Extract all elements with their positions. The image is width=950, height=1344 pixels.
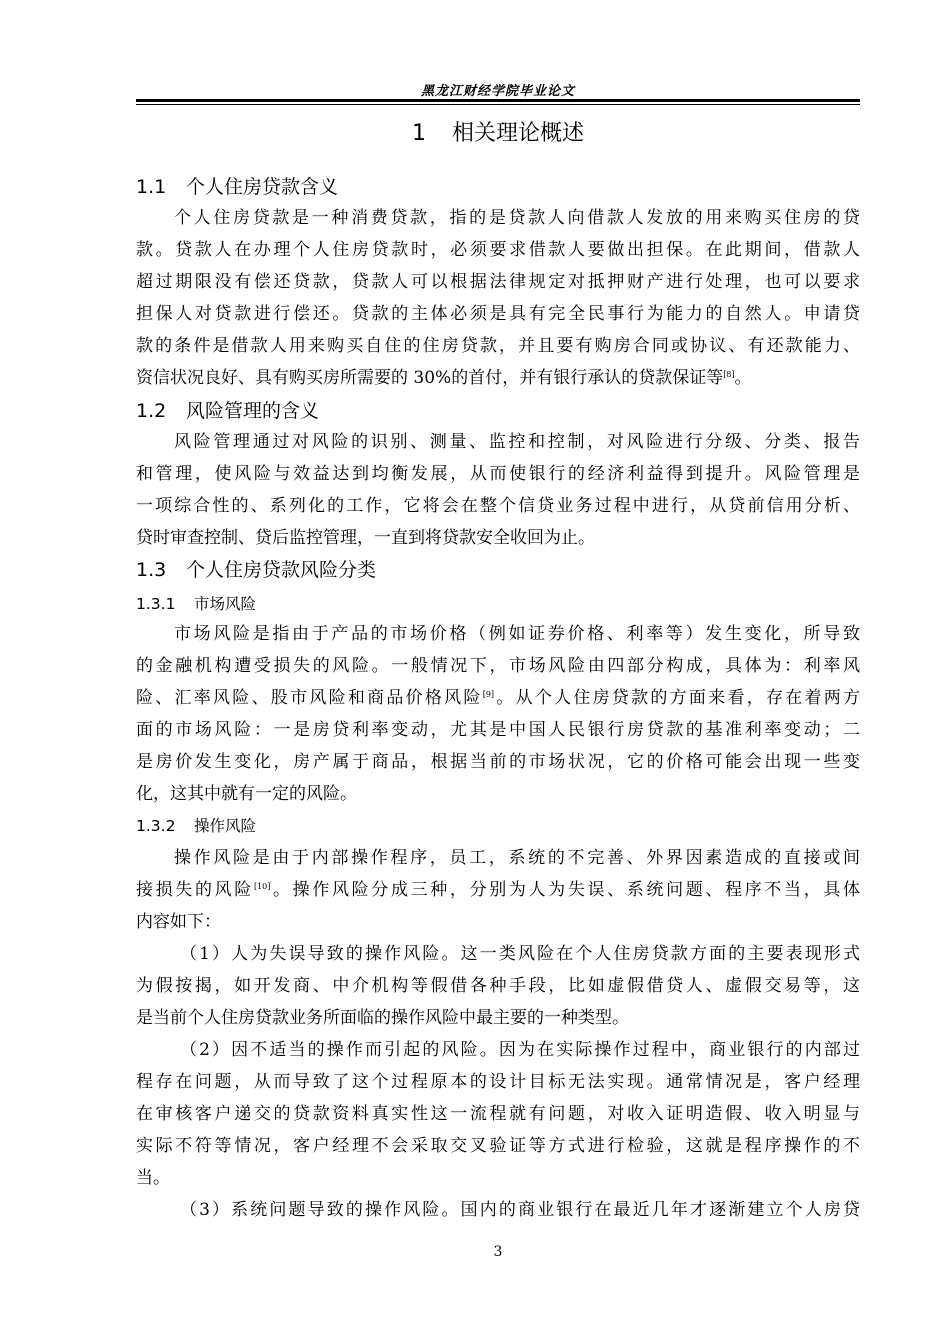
chapter-number: 1	[411, 121, 426, 146]
paragraph-line: 款的条件是借款人用来购买自住的住房贷款，并且要有购房合同或协议、有还款能力、	[136, 336, 860, 356]
paragraph-line: 和管理，使风险与效益达到均衡发展，从而使银行的经济利益得到提升。风险管理是	[136, 464, 860, 484]
list-item-line: （1）人为失误导致的操作风险。这一类风险在个人住房贷款方面的主要表现形式	[180, 944, 860, 964]
subsection-heading-1-3-2: 1.3.2 操作风险	[136, 817, 257, 835]
page-number: 3	[493, 1244, 503, 1260]
list-item-line: 是当前个人住房贷款业务所面临的操作风险中最主要的一种类型。	[136, 1008, 629, 1028]
paragraph-line: 化，这其中就有一定的风险。	[136, 784, 357, 804]
running-header: 黑龙江财经学院毕业论文	[420, 84, 575, 99]
section-heading-1-2: 1.2 风险管理的含义	[136, 400, 320, 422]
list-item-line: 当。	[136, 1168, 170, 1188]
paragraph-line: 款。贷款人在办理个人住房贷款时，必须要求借款人要做出担保。在此期间，借款人	[136, 240, 860, 260]
list-item-line: （3）系统问题导致的操作风险。国内的商业银行在最近几年才逐渐建立个人房贷	[180, 1200, 860, 1220]
paragraph-line: 内容如下：	[136, 912, 221, 932]
chapter-title	[136, 116, 860, 147]
list-item-line: 程存在问题，从而导致了这个过程原本的设计目标无法实现。通常情况是，客户经理	[136, 1072, 860, 1092]
paragraph-line: 风险管理通过对风险的识别、测量、监控和控制，对风险进行分级、分类、报告	[174, 432, 860, 452]
paragraph-line: 超过期限没有偿还贷款，贷款人可以根据法律规定对抵押财产进行处理，也可以要求	[136, 272, 860, 292]
paragraph-line: 贷时审查控制、贷后监控管理，一直到将贷款安全收回为止。	[136, 528, 595, 548]
paragraph-line: 担保人对贷款进行偿还。贷款的主体必须是具有完全民事行为能力的自然人。申请贷	[136, 304, 860, 324]
paragraph-line: 险、汇率风险、股市风险和商品价格风险[9]。从个人住房贷款的方面来看，存在着两方	[136, 688, 861, 708]
list-item-line: （2）因不适当的操作而引起的风险。因为在实际操作过程中，商业银行的内部过	[180, 1040, 860, 1060]
paragraph-line: 个人住房贷款是一种消费贷款，指的是贷款人向借款人发放的用来购买住房的贷	[174, 208, 860, 228]
section-heading-1-1: 1.1 个人住房贷款含义	[136, 176, 339, 198]
list-item-line: 在审核客户递交的贷款资料真实性这一流程就有问题，对收入证明造假、收入明显与	[136, 1104, 860, 1124]
paragraph-line: 一项综合性的、系列化的工作，它将会在整个信贷业务过程中进行，从贷前信用分析、	[136, 496, 860, 516]
subsection-heading-1-3-1: 1.3.1 市场风险	[136, 595, 257, 613]
list-item-line: 为假按揭，如开发商、中介机构等假借各种手段，比如虚假借贷人、虚假交易等，这	[136, 976, 860, 996]
paragraph-line: 面的市场风险：一是房贷利率变动，尤其是中国人民银行房贷款的基准利率变动；二	[136, 720, 860, 740]
chapter-title-text: 相关理论概述	[451, 121, 584, 146]
paragraph-line: 的金融机构遭受损失的风险。一般情况下，市场风险由四部分构成，具体为：利率风	[136, 656, 860, 676]
section-heading-1-3: 1.3 个人住房贷款风险分类	[136, 559, 377, 581]
paragraph-line: 资信状况良好、具有购买房所需要的 30%的首付，并有银行承认的贷款保证等[8]。	[136, 368, 752, 388]
paragraph-line: 接损失的风险[10]。操作风险分成三种，分别为人为失误、系统问题、程序不当，具体	[136, 880, 861, 900]
header-rule	[136, 99, 860, 102]
paragraph-line: 操作风险是由于内部操作程序，员工，系统的不完善、外界因素造成的直接或间	[174, 848, 860, 868]
paragraph-line: 市场风险是指由于产品的市场价格（例如证券价格、利率等）发生变化，所导致	[174, 624, 860, 644]
citation: [10]	[253, 882, 271, 891]
citation: [9]	[482, 690, 495, 699]
citation: [8]	[723, 370, 735, 379]
paragraph-line: 是房价发生变化，房产属于商品，根据当前的市场状况，它的价格可能会出现一些变	[136, 752, 860, 772]
list-item-line: 实际不符等情况，客户经理不会采取交叉验证等方式进行检验，这就是程序操作的不	[136, 1136, 860, 1156]
header-rule-thin	[136, 104, 860, 105]
